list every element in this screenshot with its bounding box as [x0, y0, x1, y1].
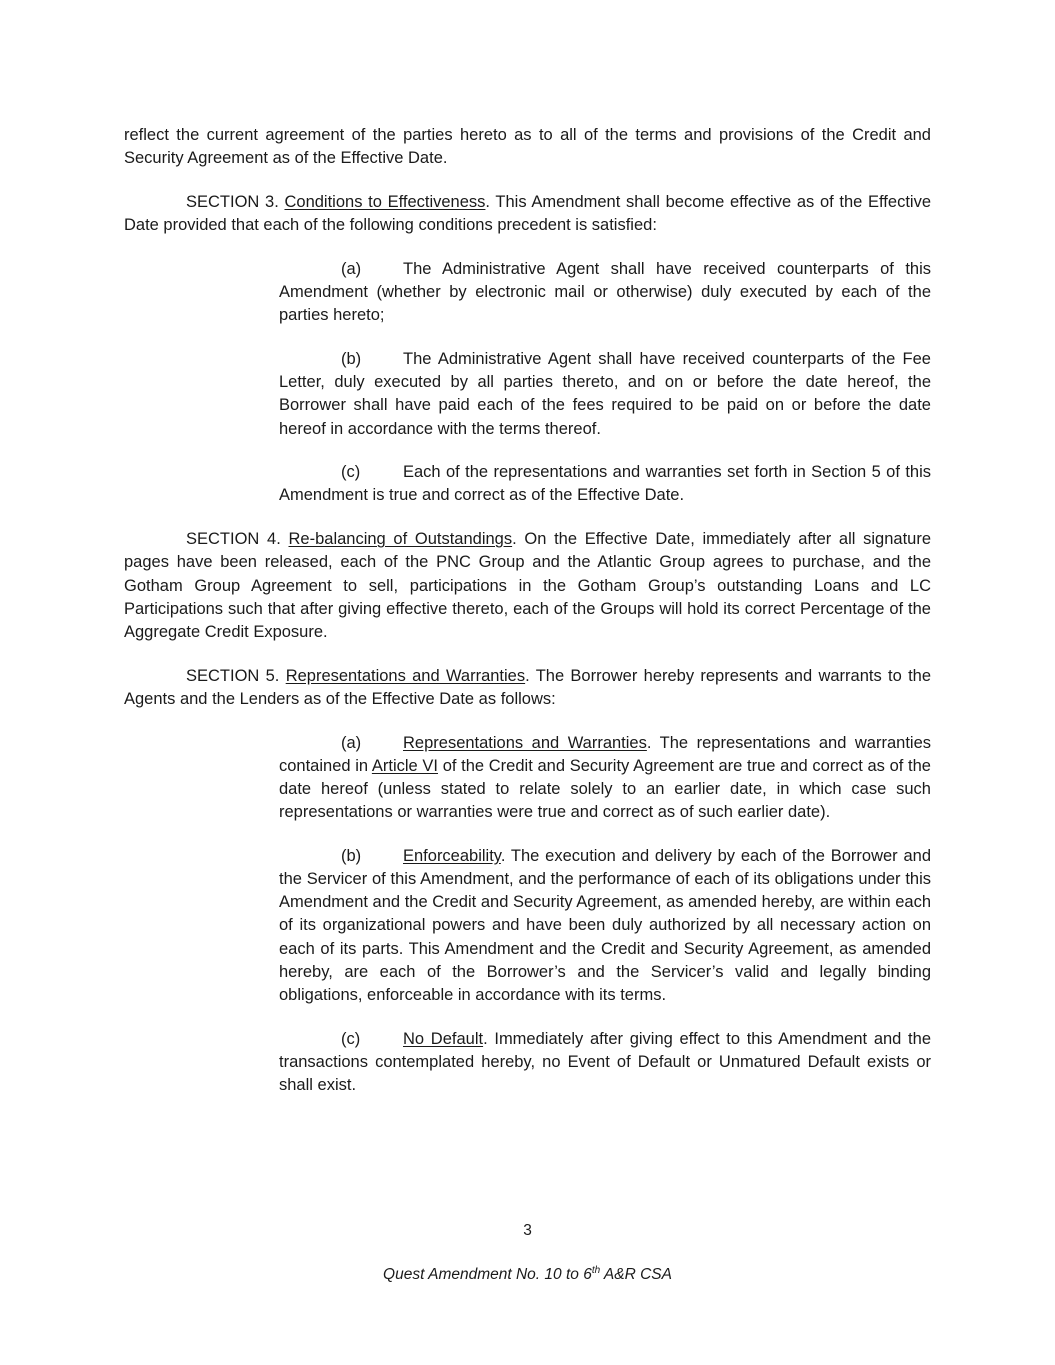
item-title: No Default — [403, 1029, 484, 1048]
section-3-paragraph — [124, 191, 931, 237]
item-title: Representations and Warranties — [403, 733, 647, 752]
article-vi-reference: Article VI — [371, 756, 438, 775]
footer-title-suffix: A&R CSA — [600, 1266, 672, 1283]
section-3-item-a — [279, 258, 931, 328]
section-3-lead: SECTION 3. — [186, 192, 279, 211]
document-body — [124, 124, 931, 1118]
footer-document-title — [0, 1263, 1055, 1286]
section-5-body: . The Borrower hereby represents and warrants to the Agents and the Lenders as of the Effective Date as follows: — [124, 666, 932, 708]
item-text: The Administrative Agent shall have received counterparts of the Fee Letter, duly executed by all parties thereto, and on or before the date hereof, the Borrower shall have paid each of the fees required to be paid on or before the date hereof in accordance with the terms thereof. — [279, 349, 931, 438]
item-label: (c) — [341, 463, 361, 482]
item-text-after-link: of the Credit and Security Agreement are true and correct as of the date hereof (unless stated to relate solely to an earlier date, in which case such representations or warranties were true and correct as of such earlier date). — [279, 756, 931, 822]
section-3-item-b — [279, 348, 931, 441]
section-4-body: . On the Effective Date, immediately after all signature pages have been released, each of the PNC Group and the Atlantic Group agrees to purchase, and the Gotham Group Agreement to sell, participations in the Gotham Group’s outstanding Loans and LC Participations such that after giving effective thereto, each of the Groups will hold its correct Percentage of the Aggregate Credit Exposure. — [124, 530, 932, 641]
item-title: Enforceability — [403, 846, 501, 865]
item-text-before-link: . The representations and warranties contained in — [279, 733, 932, 775]
item-text: . Immediately after giving effect to this Amendment and the transactions contemplated hereby, no Event of Default or Unmatured Default exists or shall exist. — [279, 1029, 931, 1095]
intro-paragraph: reflect the current agreement of the parties hereto as to all of the terms and provisions of the Credit and Security Agreement as of the Effective Date. — [124, 126, 931, 168]
item-label: (b) — [341, 846, 362, 865]
section-5-item-a — [279, 732, 931, 825]
section-3-title: Conditions to Effectiveness — [284, 192, 486, 211]
section-3-item-c — [279, 461, 931, 507]
footer-title-superscript: th — [591, 1264, 601, 1276]
item-text: The Administrative Agent shall have received counterparts of this Amendment (whether by electronic mail or otherwise) duly executed by each of the parties hereto; — [279, 259, 931, 325]
item-text: Each of the representations and warranties set forth in Section 5 of this Amendment is true and correct as of the Effective Date. — [279, 463, 931, 505]
item-label: (b) — [341, 349, 362, 368]
section-5-item-b — [279, 845, 931, 1007]
item-label: (c) — [341, 1029, 361, 1048]
section-5-paragraph — [124, 665, 931, 711]
section-5-lead: SECTION 5. — [186, 666, 280, 685]
section-5-title: Representations and Warranties — [285, 666, 526, 685]
section-4-title: Re-balancing of Outstandings — [288, 530, 513, 549]
item-text: . The execution and delivery by each of the Borrower and the Servicer of this Amendment, and the performance of each of its obligations under this Amendment and the Credit and Security Agreement, as amended hereby, are within each of its organizational powers and have been duly authorized by all necessary action on each of its parts. This Amendment and the Credit and Security Agreement, as amended hereby, are each of the Borrower’s and the Servicer’s valid and legally binding obligations, enforceable in accordance with its terms. — [279, 846, 931, 1005]
footer-title-prefix: Quest Amendment No. 10 to 6 — [383, 1266, 592, 1283]
section-5-item-c — [279, 1028, 931, 1098]
section-3-body: . This Amendment shall become effective as of the Effective Date provided that each of the following conditions precedent is satisfied: — [124, 192, 931, 235]
item-label: (a) — [341, 733, 362, 752]
section-4-lead: SECTION 4. — [186, 530, 281, 549]
page-number: 3 — [523, 1222, 532, 1239]
section-4-paragraph — [124, 528, 931, 644]
item-label: (a) — [341, 259, 362, 278]
